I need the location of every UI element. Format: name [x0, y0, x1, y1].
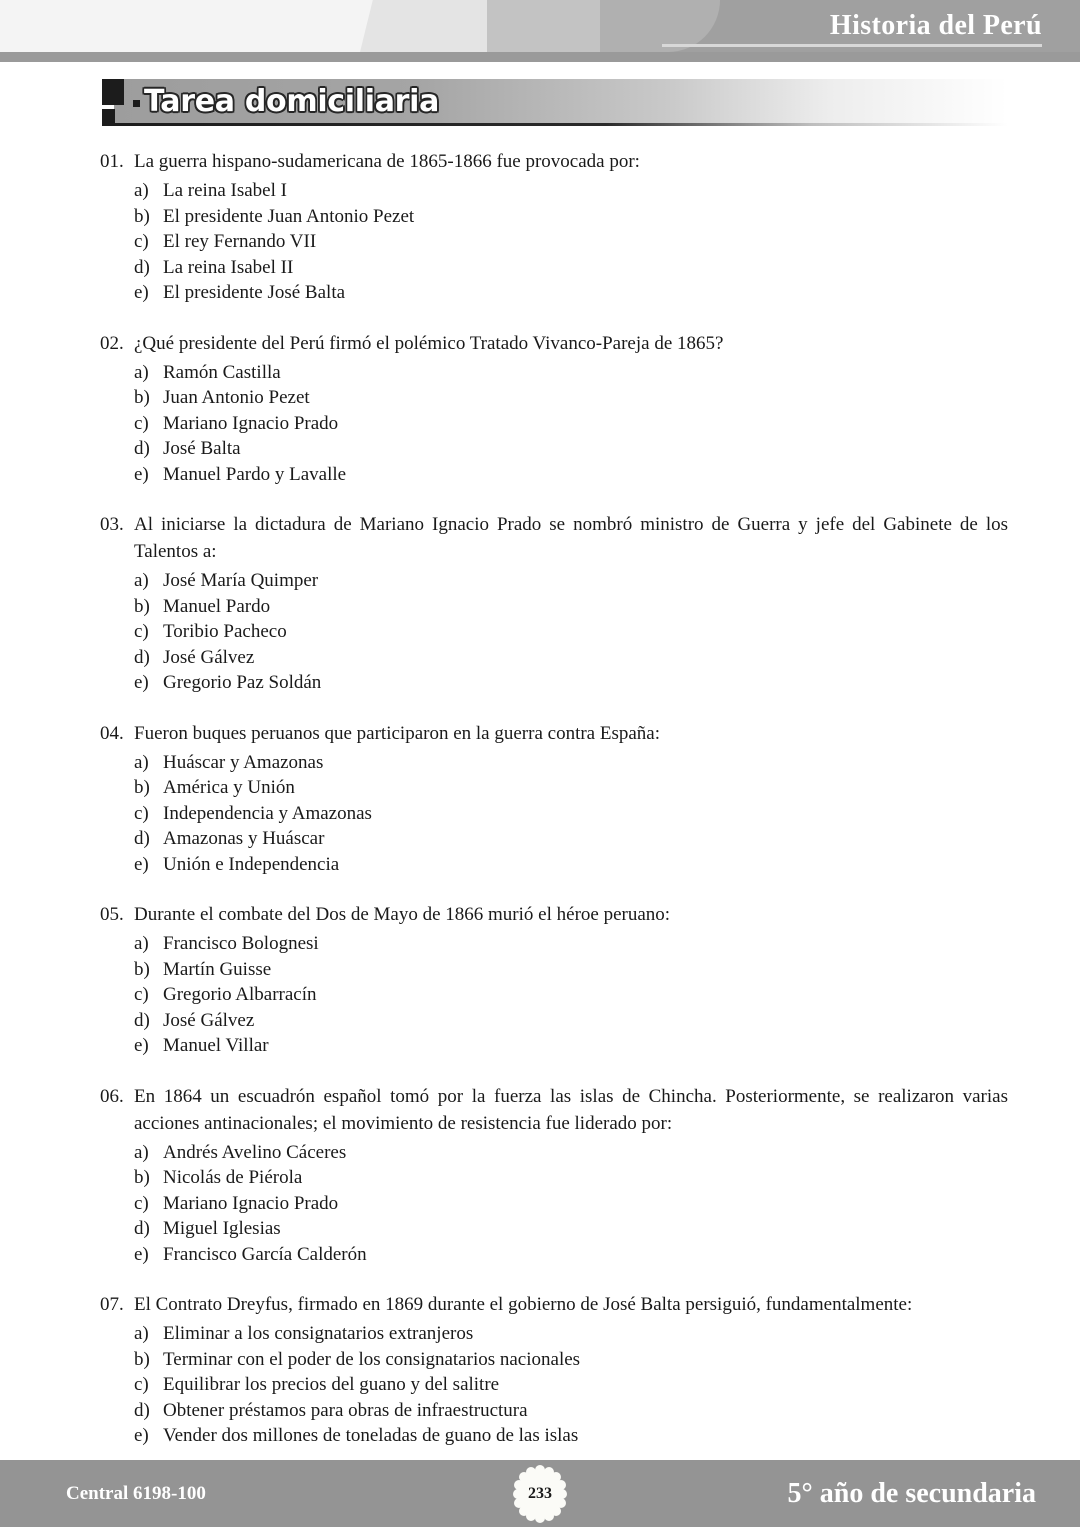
question-number: 03.: [100, 514, 124, 535]
option-letter: a): [134, 570, 149, 591]
option-letter: a): [134, 751, 149, 773]
option-text: El presidente José Balta: [163, 282, 346, 303]
option-row[interactable]: [100, 670, 1008, 696]
option-text: Huáscar y Amazonas: [163, 751, 324, 773]
option-text: Juan Antonio Pezet: [163, 387, 310, 408]
option-letter: b): [134, 595, 150, 617]
question-text: ¿Qué presidente del Perú firmó el polémico Tratado Vivanco-Pareja de 1865?: [134, 332, 724, 354]
option-text: Andrés Avelino Cáceres: [163, 1141, 347, 1163]
option-letter: e): [134, 672, 149, 693]
option-letter: d): [134, 256, 150, 278]
question-text: Al iniciarse la dictadura de Mariano Ignacio Prado se nombró ministro de Guerra y jefe del Gabinete de los Talentos a:: [134, 514, 1008, 562]
option-row[interactable]: [100, 1423, 1008, 1449]
option-text: Unión e Independencia: [163, 853, 340, 875]
option-letter: a): [134, 361, 149, 383]
option-text: Equilibrar los precios del guano y del salitre: [163, 1374, 500, 1395]
question-number: 06.: [100, 1085, 124, 1107]
option-text: Manuel Villar: [163, 1035, 269, 1056]
option-text: José Gálvez: [163, 646, 255, 668]
option-letter: c): [134, 621, 149, 642]
option-letter: d): [134, 1399, 150, 1421]
option-list: [100, 568, 1008, 696]
option-letter: c): [134, 802, 149, 824]
option-letter: a): [134, 180, 149, 201]
option-text: Manuel Pardo y Lavalle: [163, 463, 347, 485]
option-row[interactable]: [100, 360, 1008, 386]
banner-bullet-dot-icon: [133, 100, 140, 107]
option-list: [100, 1321, 1008, 1449]
question-block: [100, 148, 1008, 306]
question-text: En 1864 un escuadrón español tomó por la fuerza las islas de Chincha. Posteriormente, se realizaron varias acciones antinacionales; el movimiento de resistencia fue liderado por:: [134, 1085, 1008, 1134]
option-letter: b): [134, 205, 150, 227]
option-text: José Gálvez: [163, 1009, 255, 1031]
option-row[interactable]: [100, 775, 1008, 801]
option-text: Terminar con el poder de los consignatarios nacionales: [163, 1348, 581, 1370]
question-block: [100, 511, 1008, 696]
option-text: Obtener préstamos para obras de infraestructura: [163, 1399, 528, 1421]
option-row[interactable]: [100, 619, 1008, 645]
option-row[interactable]: [100, 1140, 1008, 1166]
option-text: Toribio Pacheco: [163, 621, 287, 642]
question-number: 05.: [100, 904, 124, 925]
question-row: [100, 148, 1008, 175]
question-block: [100, 1291, 1008, 1449]
option-row[interactable]: [100, 1372, 1008, 1398]
option-letter: c): [134, 984, 149, 1005]
option-letter: c): [134, 1192, 149, 1214]
option-row[interactable]: [100, 204, 1008, 230]
option-letter: d): [134, 828, 150, 849]
option-text: Mariano Ignacio Prado: [163, 1192, 339, 1214]
option-text: Mariano Ignacio Prado: [163, 412, 339, 434]
option-row[interactable]: [100, 178, 1008, 204]
option-letter: b): [134, 387, 150, 408]
option-text: José María Quimper: [163, 570, 319, 591]
option-text: Martín Guisse: [163, 958, 272, 980]
option-letter: e): [134, 282, 149, 303]
option-row[interactable]: [100, 568, 1008, 594]
option-row[interactable]: [100, 462, 1008, 488]
option-letter: e): [134, 853, 149, 875]
option-text: José Balta: [163, 438, 241, 459]
option-letter: d): [134, 438, 150, 459]
option-row[interactable]: [100, 411, 1008, 437]
question-text: Durante el combate del Dos de Mayo de 1866 murió el héroe peruano:: [134, 904, 671, 925]
option-text: Francisco García Calderón: [163, 1243, 367, 1265]
option-text: Miguel Iglesias: [163, 1218, 281, 1239]
option-row[interactable]: [100, 931, 1008, 957]
option-letter: a): [134, 1141, 149, 1163]
option-list: [100, 1140, 1008, 1268]
option-text: La reina Isabel II: [163, 256, 294, 278]
option-row[interactable]: [100, 594, 1008, 620]
option-letter: b): [134, 958, 150, 980]
question-block: [100, 720, 1008, 878]
question-text: La guerra hispano-sudamericana de 1865-1866 fue provocada por:: [134, 151, 640, 172]
option-list: [100, 360, 1008, 488]
option-letter: c): [134, 231, 149, 252]
option-row[interactable]: [100, 1321, 1008, 1347]
question-row: [100, 1291, 1008, 1318]
question-row: [100, 1083, 1008, 1137]
option-list: [100, 178, 1008, 306]
option-letter: c): [134, 412, 149, 434]
option-row[interactable]: [100, 1008, 1008, 1034]
option-text: Amazonas y Huáscar: [163, 828, 325, 849]
header-rule: [662, 44, 1042, 47]
option-row[interactable]: [100, 1216, 1008, 1242]
question-block: [100, 901, 1008, 1059]
option-text: Vender dos millones de toneladas de guano de las islas: [163, 1425, 579, 1446]
option-letter: b): [134, 1348, 150, 1370]
option-row[interactable]: [100, 1242, 1008, 1268]
option-row[interactable]: [100, 1347, 1008, 1373]
page-footer: [0, 1460, 1080, 1527]
option-list: [100, 931, 1008, 1059]
option-row[interactable]: [100, 826, 1008, 852]
section-title: Tarea domiciliaria: [144, 84, 440, 119]
question-text: Fueron buques peruanos que participaron en la guerra contra España:: [134, 722, 660, 744]
question-number: 01.: [100, 151, 124, 172]
option-letter: e): [134, 463, 149, 485]
option-row[interactable]: [100, 385, 1008, 411]
footer-grade-label: 5° año de secundaria: [787, 1477, 1036, 1509]
question-row: [100, 511, 1008, 565]
banner-square-block-top-icon: [102, 79, 124, 105]
section-banner: [102, 79, 1008, 127]
page-header: [0, 0, 1080, 62]
option-row[interactable]: [100, 1165, 1008, 1191]
option-row[interactable]: [100, 982, 1008, 1008]
header-title: Historia del Perú: [829, 10, 1042, 41]
option-row[interactable]: [100, 750, 1008, 776]
option-letter: b): [134, 777, 150, 798]
option-letter: e): [134, 1243, 149, 1265]
option-letter: d): [134, 1218, 150, 1239]
page-number: 233: [528, 1484, 552, 1502]
option-letter: a): [134, 1323, 149, 1344]
option-text: Francisco Bolognesi: [163, 933, 319, 954]
question-row: [100, 330, 1008, 357]
question-text: El Contrato Dreyfus, firmado en 1869 durante el gobierno de José Balta persiguió, fundamentalmente:: [134, 1294, 913, 1315]
option-letter: b): [134, 1167, 150, 1188]
option-text: Independencia y Amazonas: [163, 802, 372, 824]
option-text: Eliminar a los consignatarios extranjeros: [163, 1323, 474, 1344]
option-text: Gregorio Paz Soldán: [163, 672, 322, 693]
option-text: Ramón Castilla: [163, 361, 281, 383]
question-block: [100, 330, 1008, 488]
option-letter: d): [134, 1009, 150, 1031]
option-row[interactable]: [100, 957, 1008, 983]
question-number: 04.: [100, 722, 124, 744]
option-row[interactable]: [100, 255, 1008, 281]
questions-list: [100, 148, 1008, 1473]
option-letter: e): [134, 1425, 149, 1446]
option-row[interactable]: [100, 852, 1008, 878]
option-text: El presidente Juan Antonio Pezet: [163, 205, 415, 227]
option-row[interactable]: [100, 436, 1008, 462]
option-row[interactable]: [100, 645, 1008, 671]
option-row[interactable]: [100, 801, 1008, 827]
question-block: [100, 1083, 1008, 1268]
question-number: 07.: [100, 1294, 124, 1315]
option-text: El rey Fernando VII: [163, 231, 317, 252]
question-number: 02.: [100, 332, 124, 354]
question-row: [100, 901, 1008, 928]
option-row[interactable]: [100, 1033, 1008, 1059]
question-row: [100, 720, 1008, 747]
header-bottom-strip: [0, 52, 1080, 62]
option-text: Nicolás de Piérola: [163, 1167, 303, 1188]
option-text: Gregorio Albarracín: [163, 984, 317, 1005]
option-list: [100, 750, 1008, 878]
banner-underline: [114, 123, 1008, 126]
option-letter: e): [134, 1035, 149, 1056]
option-letter: c): [134, 1374, 149, 1395]
option-row[interactable]: [100, 1191, 1008, 1217]
option-row[interactable]: [100, 280, 1008, 306]
option-row[interactable]: [100, 1398, 1008, 1424]
option-row[interactable]: [100, 229, 1008, 255]
footer-contact: Central 6198-100: [66, 1482, 206, 1504]
option-text: América y Unión: [163, 777, 295, 798]
option-letter: a): [134, 933, 149, 954]
banner-square-block-bottom-icon: [102, 109, 115, 126]
option-letter: d): [134, 646, 150, 668]
page-number-badge: [512, 1465, 568, 1523]
option-text: La reina Isabel I: [163, 180, 287, 201]
option-text: Manuel Pardo: [163, 595, 271, 617]
